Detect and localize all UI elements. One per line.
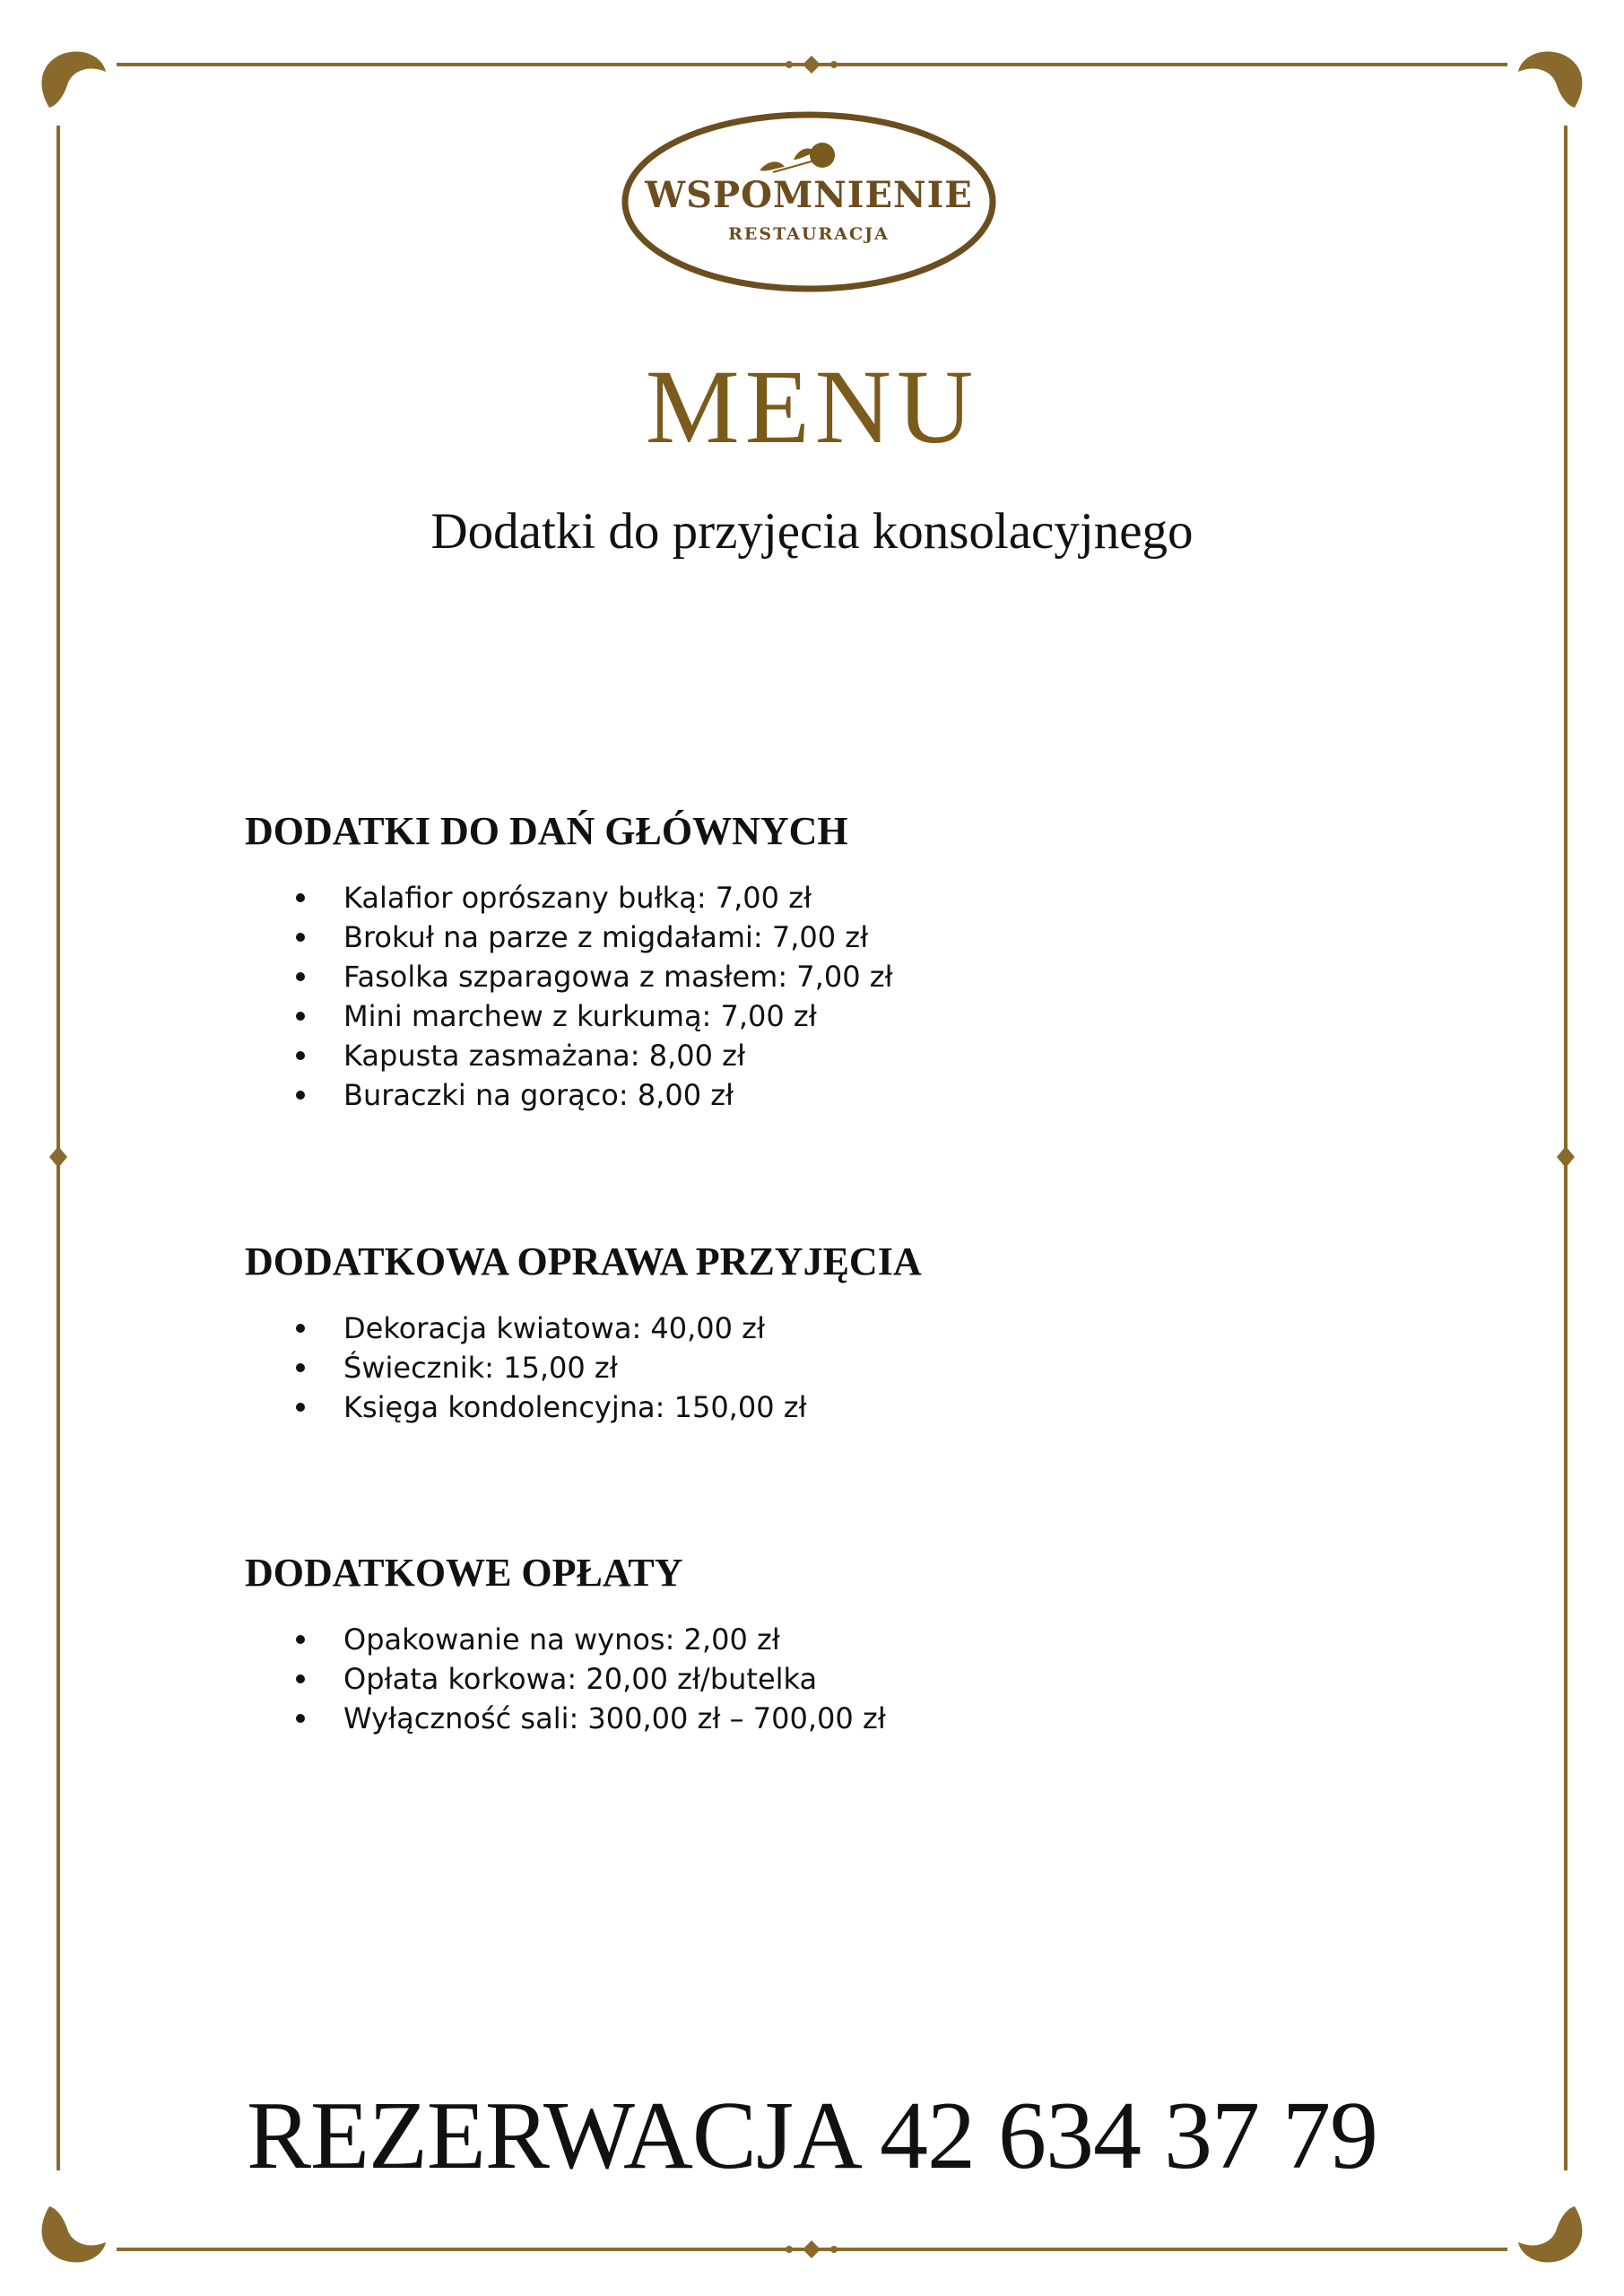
restaurant-logo xyxy=(616,106,1002,298)
section-extra-fees xyxy=(245,1552,1411,1738)
list-item: Opłata korkowa: 20,00 zł/butelka xyxy=(245,1659,1411,1699)
section-reception-setting xyxy=(245,1240,1411,1427)
list-item: Kalafior oprószany bułką: 7,00 zł xyxy=(245,878,1411,918)
list-item: Opakowanie na wynos: 2,00 zł xyxy=(245,1620,1411,1659)
page-subtitle: Dodatki do przyjęcia konsolacyjnego xyxy=(430,503,1194,560)
list-item: Księga kondolencyjna: 150,00 zł xyxy=(245,1387,1411,1427)
list-item: Fasolka szparagowa z masłem: 7,00 zł xyxy=(245,957,1411,996)
page-title: MENU xyxy=(645,348,979,465)
list-item: Brokuł na parze z migdałami: 7,00 zł xyxy=(245,918,1411,957)
list-item: Dekoracja kwiatowa: 40,00 zł xyxy=(245,1309,1411,1348)
list-item: Kapusta zasmażana: 8,00 zł xyxy=(245,1036,1411,1075)
section-side-dishes xyxy=(245,810,1411,1115)
reservation-phone: REZERWACJA 42 634 37 79 xyxy=(246,2083,1378,2189)
list-item: Wyłączność sali: 300,00 zł – 700,00 zł xyxy=(245,1699,1411,1738)
item-list xyxy=(245,878,1411,1115)
rose-icon xyxy=(760,143,835,172)
list-item: Świecznik: 15,00 zł xyxy=(245,1348,1411,1387)
section-heading: DODATKOWE OPŁATY xyxy=(245,1551,683,1595)
list-item: Mini marchew z kurkumą: 7,00 zł xyxy=(245,996,1411,1036)
item-list xyxy=(245,1620,1411,1738)
section-heading: DODATKI DO DAŃ GŁÓWNYCH xyxy=(245,809,848,853)
item-list xyxy=(245,1309,1411,1427)
logo-name: WSPOMNIENIE xyxy=(645,174,973,216)
list-item: Buraczki na gorąco: 8,00 zł xyxy=(245,1075,1411,1115)
section-heading: DODATKOWA OPRAWA PRZYJĘCIA xyxy=(245,1239,922,1283)
logo-subtitle: RESTAURACJA xyxy=(728,224,890,244)
